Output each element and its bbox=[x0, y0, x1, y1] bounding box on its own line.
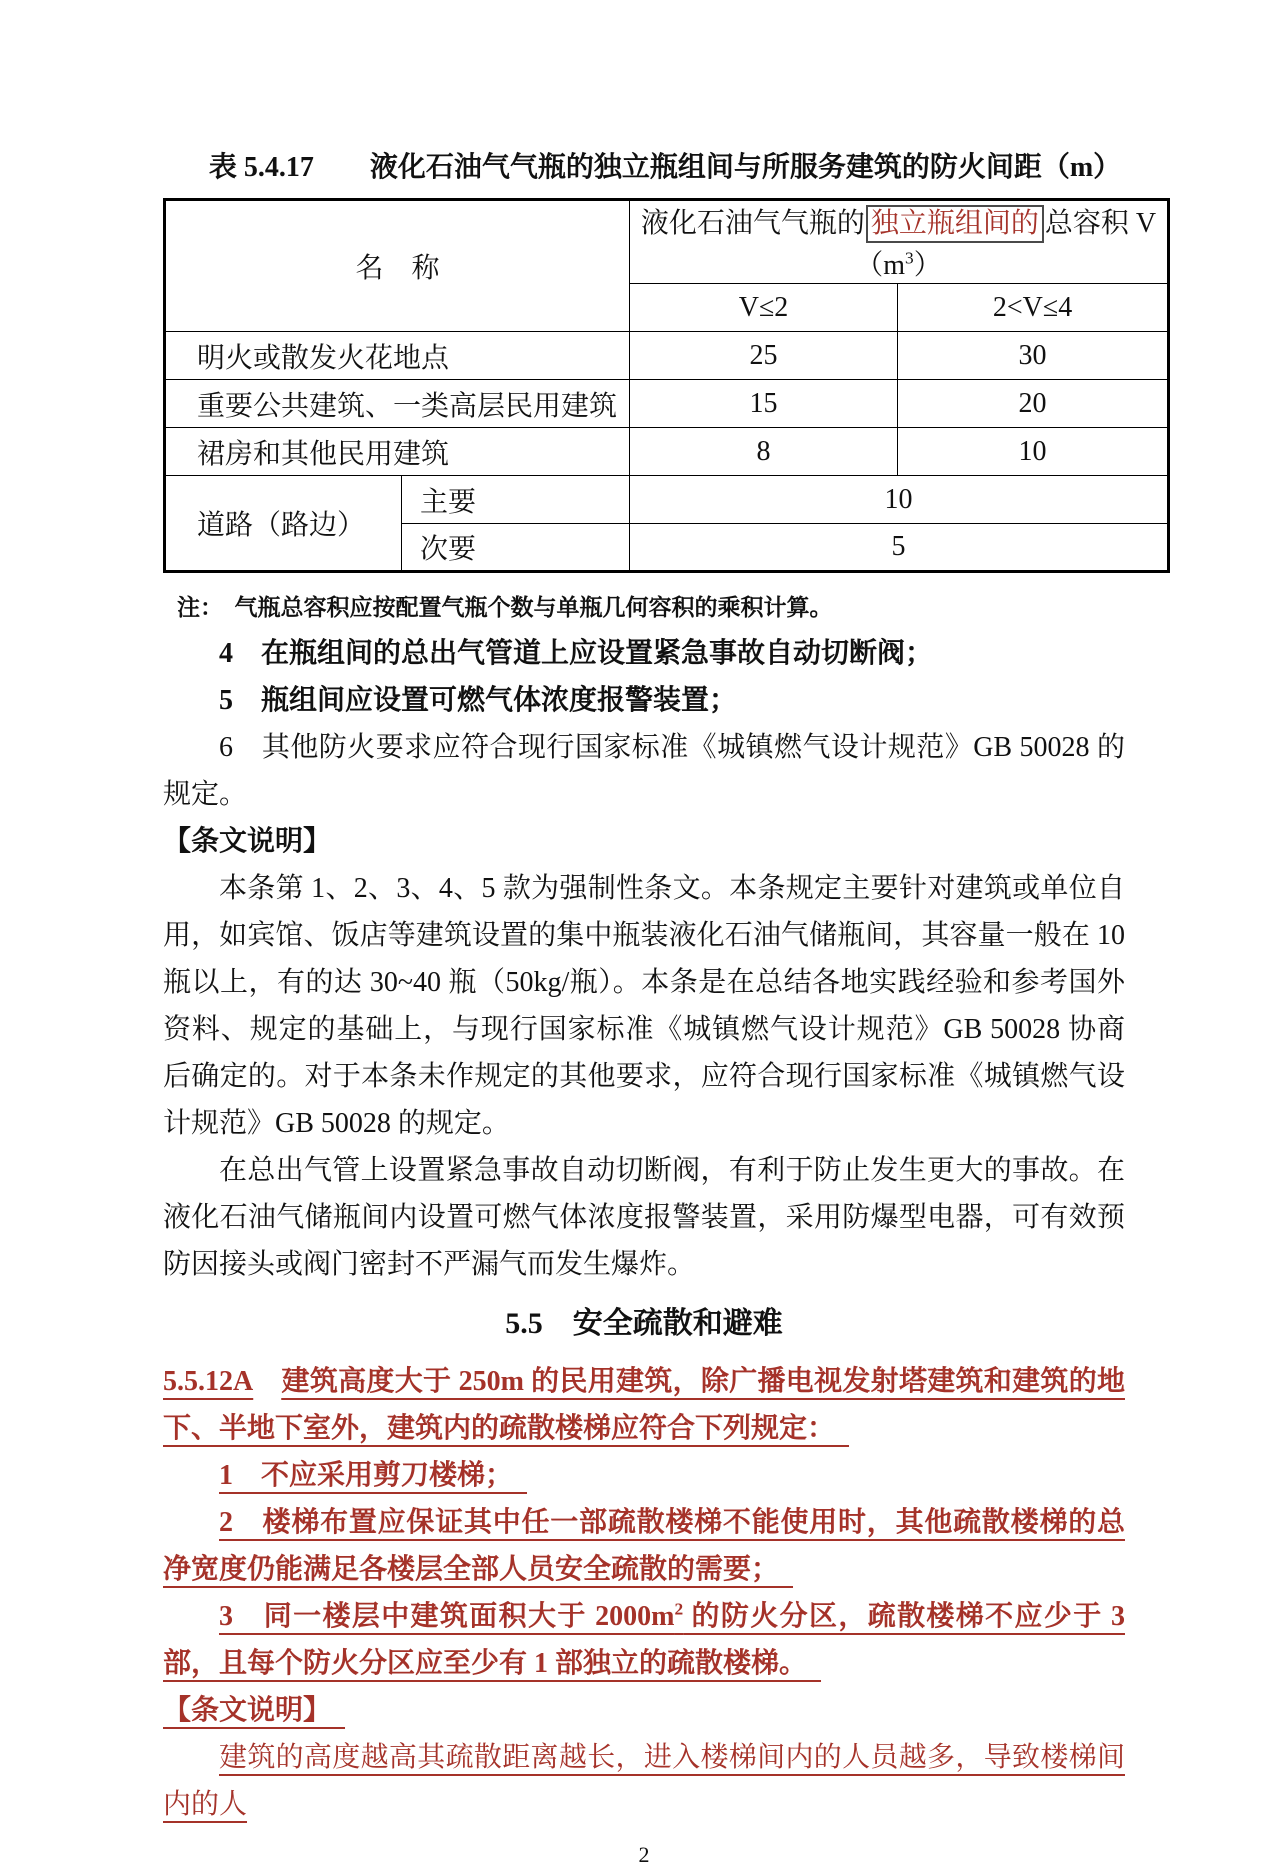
table-row bbox=[165, 380, 1169, 428]
table-header-row bbox=[165, 200, 1169, 284]
row-name-podium-buildings: 裙房和其他民用建筑 bbox=[165, 428, 630, 476]
road-sub-major: 主要 bbox=[402, 476, 630, 524]
explanation-paragraph-1: 本条第 1、2、3、4、5 款为强制性条文。本条规定主要针对建筑或单位自用，如宾馆、饭店等建筑设置的集中瓶装液化石油气储瓶间，其容量一般在 10 瓶以上，有的达 30~40 瓶（50kg/瓶）。本条是在总结各地实践经验和参考国外资料、规定的基础上，与现行国家标准《城镇燃气设计规范》GB 50028 协商后确定的。对于本条未作规定的其他要求，应符合现行国家标准《城镇燃气设计规范》GB 50028 的规定。 bbox=[163, 873, 1125, 1139]
table-row-road-major bbox=[165, 476, 1169, 524]
amendment-explanation-paragraph: 建筑的高度越高其疏散距离越长，进入楼梯间内的人员越多，导致楼梯间内的人 bbox=[163, 1742, 1125, 1820]
cell-value: 8 bbox=[630, 428, 898, 476]
amendment-explanation-label: 【条文说明】 bbox=[163, 1695, 346, 1726]
capacity-revision-boxed: 独立瓶组间的 bbox=[866, 205, 1044, 243]
explanation-label: 【条文说明】 bbox=[163, 826, 332, 857]
capacity-suffix: 总容积 V（m bbox=[855, 208, 1157, 281]
amendment-clause-5-5-12A bbox=[163, 1358, 1125, 1452]
cell-value: 15 bbox=[630, 380, 898, 428]
item3-text-before: 3 同一楼层中建筑面积大于 2000m bbox=[219, 1601, 675, 1632]
header-cell-v-le-2: V≤2 bbox=[630, 284, 898, 332]
table-row bbox=[165, 332, 1169, 380]
amendment-item-1: 1 不应采用剪刀楼梯； bbox=[219, 1460, 528, 1491]
table-title: 表 5.4.17 液化石油气气瓶的独立瓶组间与所服务建筑的防火间距（m） bbox=[208, 152, 1122, 183]
capacity-superscript: 3 bbox=[905, 248, 914, 268]
cell-value: 5 bbox=[630, 524, 1169, 572]
row-name-open-flame: 明火或散发火花地点 bbox=[165, 332, 630, 380]
amendment-item-2: 2 楼梯布置应保证其中任一部疏散楼梯不能使用时，其他疏散楼梯的总净宽度仍能满足各楼层全部人员安全疏散的需要； bbox=[163, 1507, 1125, 1585]
section-heading-5-5: 5.5 安全疏散和避难 bbox=[505, 1307, 783, 1340]
amendment-item-3 bbox=[163, 1593, 1125, 1687]
capacity-close: ） bbox=[913, 250, 942, 281]
item3-text-after: 的防火分区，疏散楼梯不应少于 3 部，且每个防火分区应至少有 1 部独立的疏散楼梯。 bbox=[163, 1601, 1125, 1679]
cell-value: 20 bbox=[898, 380, 1169, 428]
cell-value: 10 bbox=[630, 476, 1169, 524]
header-cell-2-lt-v-le-4: 2<V≤4 bbox=[898, 284, 1169, 332]
document-body bbox=[163, 146, 1167, 1868]
clause-item-4: 4 在瓶组间的总出气管道上应设置紧急事故自动切断阀； bbox=[219, 638, 934, 669]
row-name-road: 道路（路边） bbox=[165, 476, 402, 572]
header-cell-capacity bbox=[630, 200, 1169, 284]
road-sub-minor: 次要 bbox=[402, 524, 630, 572]
explanation-paragraph-2: 在总出气管上设置紧急事故自动切断阀，有利于防止发生更大的事故。在液化石油气储瓶间内设置可燃气体浓度报警装置，采用防爆型电器，可有效预防因接头或阀门密封不严漏气而发生爆炸。 bbox=[163, 1155, 1125, 1280]
clause-number: 5.5.12A bbox=[163, 1366, 254, 1397]
clause-item-6: 6 其他防火要求应符合现行国家标准《城镇燃气设计规范》GB 50028 的规定。 bbox=[163, 732, 1125, 810]
clause-item-5: 5 瓶组间应设置可燃气体浓度报警装置； bbox=[219, 685, 738, 716]
table-row bbox=[165, 428, 1169, 476]
page-number: 2 bbox=[638, 1842, 650, 1867]
cell-value: 10 bbox=[898, 428, 1169, 476]
cell-value: 25 bbox=[630, 332, 898, 380]
fire-separation-table bbox=[163, 198, 1170, 573]
item3-superscript: 2 bbox=[674, 1599, 684, 1619]
cell-value: 30 bbox=[898, 332, 1169, 380]
capacity-prefix: 液化石油气气瓶的 bbox=[640, 208, 865, 239]
header-cell-name: 名 称 bbox=[165, 200, 630, 332]
table-note: 注： 气瓶总容积应按配置气瓶个数与单瓶几何容积的乘积计算。 bbox=[177, 595, 833, 620]
row-name-public-buildings: 重要公共建筑、一类高层民用建筑 bbox=[165, 380, 630, 428]
clause-text: 建筑高度大于 250m 的民用建筑，除广播电视发射塔建筑和建筑的地下、半地下室外，建筑内的疏散楼梯应符合下列规定： bbox=[163, 1366, 1125, 1444]
